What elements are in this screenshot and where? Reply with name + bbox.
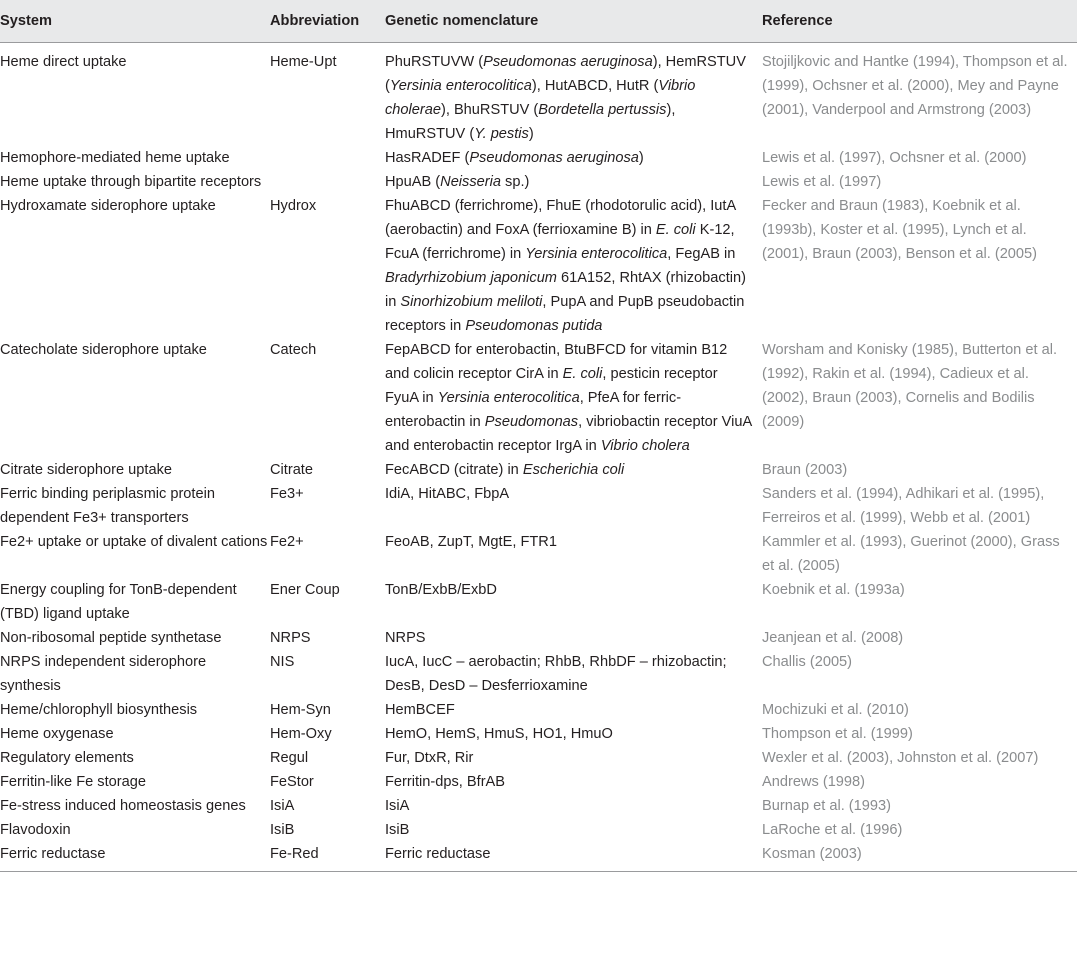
- cell-reference: Kammler et al. (1993), Guerinot (2000), Grass et al. (2005): [762, 534, 1060, 574]
- nomenclature-text: IdiA, HitABC, FbpA: [385, 486, 510, 502]
- nomenclature-text: IsiB: [385, 822, 410, 838]
- cell-system: Energy coupling for TonB-dependent (TBD) ligand uptake: [0, 582, 237, 622]
- cell-reference: Braun (2003): [762, 462, 848, 478]
- nomenclature-text: 61A152, RhtAX (rhizobactin) in: [385, 270, 746, 310]
- cell-nomenclature: [385, 194, 762, 338]
- nomenclature-text: FhuABCD (ferrichrome), FhuE (rhodotorulic acid), IutA (aerobactin) and FoxA (ferrioxamine B) in: [385, 198, 736, 238]
- nomenclature-text: HemBCEF: [385, 702, 455, 718]
- cell-system: Heme direct uptake: [0, 54, 127, 70]
- nomenclature-text: ), HmuRSTUV (: [385, 102, 676, 142]
- cell-system: Fe-stress induced homeostasis genes: [0, 798, 246, 814]
- nomenclature-text: , FegAB in: [667, 246, 736, 262]
- nomenclature-species: Vibrio cholera: [600, 438, 690, 454]
- table-row: [0, 482, 1077, 530]
- cell-system: Heme/chlorophyll biosynthesis: [0, 702, 198, 718]
- cell-system: Flavodoxin: [0, 822, 71, 838]
- nomenclature-species: Yersinia enterocolitica: [525, 246, 668, 262]
- cell-nomenclature: [385, 842, 762, 872]
- cell-system: Citrate siderophore uptake: [0, 462, 172, 478]
- cell-abbreviation: Ener Coup: [270, 582, 340, 598]
- cell-reference: LaRoche et al. (1996): [762, 822, 903, 838]
- cell-nomenclature: [385, 698, 762, 722]
- table-header-row: [0, 0, 1077, 43]
- table-row: [0, 43, 1077, 147]
- cell-system: NRPS independent siderophore synthesis: [0, 654, 207, 694]
- nomenclature-text: FepABCD for enterobactin, BtuBFCD for vitamin B12 and colicin receptor CirA in: [385, 342, 728, 382]
- table-row: [0, 170, 1077, 194]
- table-row: [0, 338, 1077, 458]
- cell-nomenclature: [385, 482, 762, 530]
- cell-reference: Challis (2005): [762, 654, 853, 670]
- cell-abbreviation: Fe3+: [270, 486, 304, 502]
- cell-reference: Mochizuki et al. (2010): [762, 702, 909, 718]
- cell-nomenclature: [385, 146, 762, 170]
- cell-nomenclature: [385, 626, 762, 650]
- nomenclature-text: , PfeA for ferric-enterobactin in: [385, 390, 682, 430]
- cell-abbreviation: Regul: [270, 750, 309, 766]
- header-reference: Reference: [762, 0, 1077, 43]
- cell-nomenclature: [385, 530, 762, 578]
- table-row: [0, 770, 1077, 794]
- header-system: System: [0, 0, 270, 43]
- nomenclature-species: Vibrio cholerae: [385, 78, 696, 118]
- table-row: [0, 626, 1077, 650]
- cell-reference: Stojiljkovic and Hantke (1994), Thompson et al. (1999), Ochsner et al. (2000), Mey and Payne (2001), Vanderpool and Armstrong (2003): [762, 54, 1068, 118]
- nomenclature-species: Escherichia coli: [522, 462, 625, 478]
- nomenclature-species: E. coli: [562, 366, 603, 382]
- cell-reference: Lewis et al. (1997), Ochsner et al. (2000): [762, 150, 1027, 166]
- table-row: [0, 842, 1077, 872]
- nomenclature-text: HemO, HemS, HmuS, HO1, HmuO: [385, 726, 613, 742]
- nomenclature-species: Sinorhizobium meliloti: [400, 294, 543, 310]
- cell-system: Hydroxamate siderophore uptake: [0, 198, 216, 214]
- cell-abbreviation: [270, 170, 385, 194]
- cell-nomenclature: [385, 43, 762, 147]
- nomenclature-text: FeoAB, ZupT, MgtE, FTR1: [385, 534, 557, 550]
- nomenclature-text: HpuAB (: [385, 174, 441, 190]
- cell-nomenclature: [385, 338, 762, 458]
- nomenclature-text: ), HemRSTUV (: [385, 54, 746, 94]
- cell-abbreviation: Catech: [270, 342, 317, 358]
- nomenclature-text: HasRADEF (: [385, 150, 470, 166]
- cell-nomenclature: [385, 794, 762, 818]
- table-row: [0, 818, 1077, 842]
- cell-nomenclature: [385, 818, 762, 842]
- cell-system: Ferritin-like Fe storage: [0, 774, 146, 790]
- nomenclature-species: E. coli: [655, 222, 696, 238]
- header-abbreviation: Abbreviation: [270, 0, 385, 43]
- cell-reference: Worsham and Konisky (1985), Butterton et al. (1992), Rakin et al. (1994), Cadieux et al. (2002), Braun (2003), Cornelis and Bodilis (2009): [762, 342, 1057, 430]
- cell-system: Catecholate siderophore uptake: [0, 342, 207, 358]
- nomenclature-text: ), BhuRSTUV (: [440, 102, 539, 118]
- nomenclature-text: , PupA and PupB pseudobactin receptors in: [385, 294, 745, 334]
- nomenclature-text: ): [638, 150, 644, 166]
- table-row: [0, 722, 1077, 746]
- cell-reference: Jeanjean et al. (2008): [762, 630, 904, 646]
- nomenclature-species: Yersinia enterocolitica: [437, 390, 580, 406]
- nomenclature-text: , pesticin receptor FyuA in: [385, 366, 718, 406]
- cell-nomenclature: [385, 722, 762, 746]
- cell-system: Heme uptake through bipartite receptors: [0, 174, 262, 190]
- nomenclature-text: TonB/ExbB/ExbD: [385, 582, 497, 598]
- cell-abbreviation: IsiB: [270, 822, 295, 838]
- cell-nomenclature: [385, 578, 762, 626]
- table-row: [0, 194, 1077, 338]
- cell-system: Ferric binding periplasmic protein dependent Fe3+ transporters: [0, 486, 215, 526]
- cell-system: Hemophore-mediated heme uptake: [0, 150, 230, 166]
- cell-reference: Andrews (1998): [762, 774, 866, 790]
- nomenclature-text: NRPS: [385, 630, 426, 646]
- cell-reference: Burnap et al. (1993): [762, 798, 891, 814]
- nomenclature-species: Neisseria: [440, 174, 501, 190]
- cell-abbreviation: Heme-Upt: [270, 54, 337, 70]
- table-row: [0, 578, 1077, 626]
- table-row: [0, 650, 1077, 698]
- cell-abbreviation: NRPS: [270, 630, 311, 646]
- table-row: [0, 746, 1077, 770]
- nomenclature-species: Pseudomonas aeruginosa: [483, 54, 653, 70]
- cell-system: Ferric reductase: [0, 842, 270, 872]
- cell-abbreviation: [270, 146, 385, 170]
- table-row: [0, 458, 1077, 482]
- cell-nomenclature: [385, 458, 762, 482]
- cell-reference: Fecker and Braun (1983), Koebnik et al. (1993b), Koster et al. (1995), Lynch et al. (2001), Braun (2003), Benson et al. (2005): [762, 198, 1038, 262]
- nomenclature-text: ), HutABCD, HutR (: [531, 78, 659, 94]
- cell-nomenclature: [385, 770, 762, 794]
- nomenclature-species: Bradyrhizobium japonicum: [385, 270, 557, 286]
- cell-reference: Thompson et al. (1999): [762, 726, 913, 742]
- cell-reference: Sanders et al. (1994), Adhikari et al. (1995), Ferreiros et al. (1999), Webb et al. (2001): [762, 486, 1045, 526]
- table-row: [0, 530, 1077, 578]
- cell-abbreviation: Hydrox: [270, 198, 317, 214]
- nomenclature-species: Yersinia enterocolitica: [389, 78, 532, 94]
- cell-nomenclature: [385, 746, 762, 770]
- cell-nomenclature: [385, 650, 762, 698]
- cell-abbreviation: Hem-Syn: [270, 702, 331, 718]
- nomenclature-text: sp.): [500, 174, 530, 190]
- table-row: [0, 794, 1077, 818]
- nomenclature-species: Y. pestis: [474, 126, 529, 142]
- nomenclature-species: Pseudomonas: [484, 414, 579, 430]
- nomenclature-text: IsiA: [385, 798, 410, 814]
- nomenclature-species: Pseudomonas putida: [465, 318, 603, 334]
- cell-abbreviation: NIS: [270, 654, 295, 670]
- header-nomenclature: Genetic nomenclature: [385, 0, 762, 43]
- cell-abbreviation: IsiA: [270, 798, 295, 814]
- cell-nomenclature: [385, 170, 762, 194]
- nomenclature-text: ): [528, 126, 534, 142]
- nomenclature-text: K-12, FcuA (ferrichrome) in: [385, 222, 735, 262]
- nomenclature-species: Bordetella pertussis: [538, 102, 667, 118]
- cell-reference: Koebnik et al. (1993a): [762, 582, 905, 598]
- cell-abbreviation: Fe2+: [270, 534, 304, 550]
- cell-reference: Wexler et al. (2003), Johnston et al. (2007): [762, 750, 1039, 766]
- cell-system: Heme oxygenase: [0, 726, 114, 742]
- cell-abbreviation: Fe-Red: [270, 842, 385, 872]
- nomenclature-text: PhuRSTUVW (: [385, 54, 484, 70]
- cell-system: Regulatory elements: [0, 750, 134, 766]
- cell-abbreviation: Hem-Oxy: [270, 726, 332, 742]
- table-row: [0, 698, 1077, 722]
- nomenclature-text: FecABCD (citrate) in: [385, 462, 523, 478]
- cell-abbreviation: Citrate: [270, 462, 313, 478]
- cell-abbreviation: FeStor: [270, 774, 314, 790]
- nomenclature-text: , vibriobactin receptor ViuA and enterobactin receptor IrgA in: [385, 414, 752, 454]
- cell-reference: Lewis et al. (1997): [762, 174, 882, 190]
- nomenclature-species: Pseudomonas aeruginosa: [469, 150, 639, 166]
- nomenclature-text: Fur, DtxR, Rir: [385, 750, 474, 766]
- table-row: [0, 146, 1077, 170]
- nomenclature-text: Ferritin-dps, BfrAB: [385, 774, 506, 790]
- nomenclature-text: IucA, IucC – aerobactin; RhbB, RhbDF – rhizobactin; DesB, DesD – Desferrioxamine: [385, 654, 727, 694]
- nomenclature-text: Ferric reductase: [385, 846, 491, 862]
- cell-system: Non-ribosomal peptide synthetase: [0, 630, 222, 646]
- cell-system: Fe2+ uptake or uptake of divalent cations: [0, 534, 268, 550]
- cell-reference: Kosman (2003): [762, 842, 1077, 872]
